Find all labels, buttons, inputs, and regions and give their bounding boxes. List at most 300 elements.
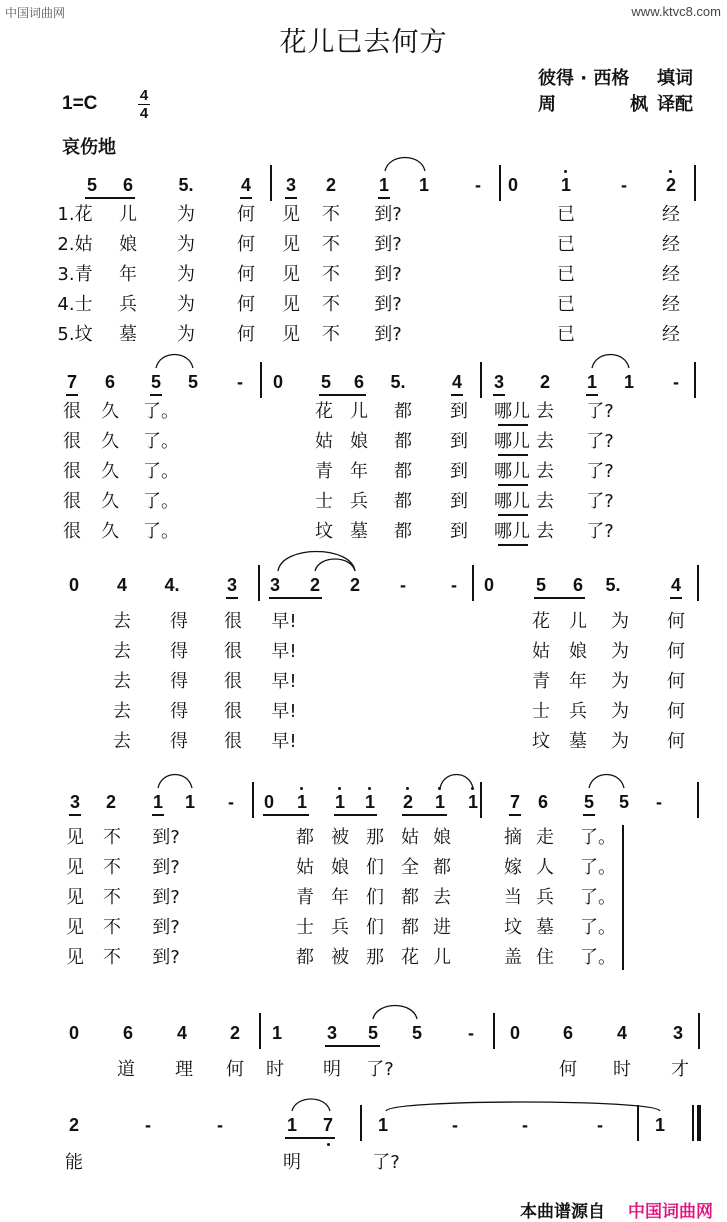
- lyric-syllable: 花: [401, 947, 419, 968]
- note: 6: [572, 575, 584, 595]
- lyric-syllable: 见: [282, 204, 300, 225]
- note: 3: [326, 1023, 338, 1043]
- key-signature: 1=C: [62, 93, 98, 114]
- lyric-syllable: 了?: [586, 521, 614, 542]
- lyric-syllable: 了?: [372, 1152, 400, 1173]
- lyric-syllable: 何: [667, 731, 685, 752]
- underline-beam: [226, 597, 238, 599]
- lyricist-name: 彼得 · 西格: [538, 68, 630, 89]
- lyric-syllable: 全: [401, 857, 419, 878]
- lyric-syllable: 得: [170, 731, 188, 752]
- lyric-syllable: 那: [366, 947, 384, 968]
- note: 6: [562, 1023, 574, 1043]
- note: 1: [184, 792, 196, 812]
- lyric-syllable: 哪儿: [494, 491, 530, 512]
- lyric-syllable: 娘: [350, 431, 368, 452]
- lyric-syllable: 去: [113, 701, 131, 722]
- lyric-syllable: 不: [103, 887, 121, 908]
- octave-dot-above: [338, 787, 341, 790]
- underline-beam: [493, 394, 505, 396]
- underline-beam: [509, 814, 521, 816]
- lyric-syllable: 青: [532, 671, 550, 692]
- note-dash: -: [597, 1115, 603, 1135]
- lyric-syllable: 花: [315, 401, 333, 422]
- lyric-syllable: 何: [237, 324, 255, 345]
- note: 7: [509, 792, 521, 812]
- note: 1: [654, 1115, 666, 1135]
- lyric-syllable: 很: [63, 521, 81, 542]
- lyric-syllable: 了。: [580, 947, 616, 968]
- translator-role: 译配: [657, 94, 693, 115]
- lyric-syllable: 不: [322, 294, 340, 315]
- lyric-underline: [498, 544, 528, 546]
- note-dash: -: [475, 175, 481, 195]
- lyric-syllable: 得: [170, 611, 188, 632]
- note: 2: [229, 1023, 241, 1043]
- underline-beam: [670, 597, 682, 599]
- lyric-syllable: 何: [237, 204, 255, 225]
- note: 5: [411, 1023, 423, 1043]
- lyric-syllable: 去: [536, 491, 554, 512]
- barline: [493, 1013, 495, 1049]
- note: 0: [507, 175, 519, 195]
- note: 4: [451, 372, 463, 392]
- lyric-syllable: 娘: [119, 234, 137, 255]
- lyric-syllable: 为: [177, 324, 195, 345]
- note-dash: -: [400, 575, 406, 595]
- lyric-syllable: 到?: [152, 857, 180, 878]
- lyric-syllable: 见: [66, 857, 84, 878]
- note: 4: [240, 175, 252, 195]
- note-dash: -: [656, 792, 662, 812]
- octave-dot-above: [438, 787, 441, 790]
- lyric-syllable: 了。: [143, 461, 179, 482]
- note: 3: [285, 175, 297, 195]
- lyric-syllable: 那: [366, 827, 384, 848]
- lyric-syllable: 为: [611, 701, 629, 722]
- lyric-syllable: 哪儿: [494, 401, 530, 422]
- lyric-underline: [498, 484, 528, 486]
- lyric-syllable: 墓: [119, 324, 137, 345]
- lyric-syllable: 年: [350, 461, 368, 482]
- lyric-syllable: 年: [331, 887, 349, 908]
- lyric-syllable: 盖: [504, 947, 522, 968]
- lyric-syllable: 久: [101, 401, 119, 422]
- lyric-syllable: 见: [66, 947, 84, 968]
- lyric-syllable: 儿: [350, 401, 368, 422]
- lyric-syllable: 久: [101, 431, 119, 452]
- lyric-syllable: 坟: [315, 521, 333, 542]
- lyric-syllable: 早!: [271, 671, 297, 692]
- note: 4: [176, 1023, 188, 1043]
- note-dash: -: [621, 175, 627, 195]
- note: 6: [537, 792, 549, 812]
- lyric-syllable: 时: [266, 1059, 284, 1080]
- barline: [697, 782, 699, 818]
- note: 5: [187, 372, 199, 392]
- octave-dot-above: [368, 787, 371, 790]
- lyric-syllable: 走: [536, 827, 554, 848]
- lyric-syllable: 娘: [331, 857, 349, 878]
- underline-beam: [586, 394, 598, 396]
- lyric-underline: [498, 514, 528, 516]
- lyric-syllable: 士: [296, 917, 314, 938]
- lyric-syllable: 兵: [536, 887, 554, 908]
- lyric-syllable: 都: [394, 431, 412, 452]
- note-dash: -: [237, 372, 243, 392]
- lyric-syllable: 3.青: [57, 264, 93, 285]
- barline: [698, 1013, 700, 1049]
- barline: [692, 1105, 694, 1141]
- note: 0: [483, 575, 495, 595]
- note: 7: [322, 1115, 334, 1135]
- lyric-syllable: 到?: [374, 204, 402, 225]
- barline: [637, 1105, 639, 1141]
- lyric-syllable: 久: [101, 491, 119, 512]
- lyric-syllable: 很: [224, 731, 242, 752]
- lyric-syllable: 很: [224, 671, 242, 692]
- note: 6: [353, 372, 365, 392]
- lyric-syllable: 见: [282, 264, 300, 285]
- octave-dot-above: [300, 787, 303, 790]
- time-signature: [138, 88, 150, 121]
- lyric-syllable: 了。: [143, 491, 179, 512]
- octave-dot-above: [406, 787, 409, 790]
- note: 1: [377, 1115, 389, 1135]
- lyric-syllable: 很: [224, 611, 242, 632]
- note: 5: [320, 372, 332, 392]
- lyric-syllable: 去: [536, 401, 554, 422]
- slur: [386, 1102, 660, 1111]
- note: 0: [68, 575, 80, 595]
- lyricist-role: 填词: [657, 68, 693, 89]
- lyric-syllable: 人: [536, 857, 554, 878]
- lyric-syllable: 当: [504, 887, 522, 908]
- underline-beam: [451, 394, 463, 396]
- note: 4: [616, 1023, 628, 1043]
- note: 0: [68, 1023, 80, 1043]
- lyric-syllable: 何: [667, 611, 685, 632]
- lyric-syllable: 哪儿: [494, 431, 530, 452]
- lyric-syllable: 不: [322, 234, 340, 255]
- barline: [472, 565, 474, 601]
- barline: [697, 565, 699, 601]
- underline-beam: [319, 394, 366, 396]
- lyric-syllable: 被: [331, 947, 349, 968]
- underline-beam: [325, 1045, 380, 1047]
- underline-beam: [69, 814, 81, 816]
- lyric-syllable: 墓: [350, 521, 368, 542]
- note: 0: [263, 792, 275, 812]
- note: 1: [623, 372, 635, 392]
- lyric-syllable: 儿: [119, 204, 137, 225]
- lyric-syllable: 哪儿: [494, 461, 530, 482]
- octave-dot-above: [471, 787, 474, 790]
- lyric-syllable: 很: [224, 641, 242, 662]
- lyric-syllable: 摘: [504, 827, 522, 848]
- lyric-syllable: 儿: [569, 611, 587, 632]
- underline-beam: [334, 814, 377, 816]
- lyric-syllable: 去: [113, 641, 131, 662]
- note-dash: -: [451, 575, 457, 595]
- lyric-syllable: 都: [394, 491, 412, 512]
- note: 6: [122, 1023, 134, 1043]
- lyric-syllable: 得: [170, 701, 188, 722]
- slur: [156, 355, 193, 369]
- lyric-syllable: 为: [177, 264, 195, 285]
- underline-beam: [402, 814, 447, 816]
- lyric-syllable: 到?: [374, 234, 402, 255]
- lyric-syllable: 何: [237, 264, 255, 285]
- lyric-syllable: 不: [103, 857, 121, 878]
- lyric-syllable: 都: [401, 917, 419, 938]
- song-title: 花儿已去何方: [279, 27, 448, 58]
- lyric-syllable: 们: [366, 857, 384, 878]
- octave-dot-below: [327, 1143, 330, 1146]
- source-site: 中国词曲网: [628, 1202, 713, 1222]
- lyric-syllable: 都: [433, 857, 451, 878]
- lyric-syllable: 经: [662, 234, 680, 255]
- lyric-bracket-line: [622, 825, 624, 970]
- lyric-syllable: 到: [450, 491, 468, 512]
- underline-beam: [285, 1137, 335, 1139]
- barline: [360, 1105, 362, 1141]
- note: 2: [309, 575, 321, 595]
- underline-beam: [534, 597, 585, 599]
- lyric-syllable: 去: [536, 431, 554, 452]
- lyric-syllable: 很: [63, 491, 81, 512]
- note: 3: [69, 792, 81, 812]
- note-dash: -: [217, 1115, 223, 1135]
- lyric-syllable: 已: [557, 294, 575, 315]
- note: 0: [509, 1023, 521, 1043]
- note-dash: -: [228, 792, 234, 812]
- note-dash: -: [452, 1115, 458, 1135]
- barline: [480, 782, 482, 818]
- translator-name-2: 枫: [630, 94, 648, 115]
- note: 2: [402, 792, 414, 812]
- barline: [499, 165, 501, 201]
- note: 1: [334, 792, 346, 812]
- note: 1: [296, 792, 308, 812]
- lyric-syllable: 2.姑: [57, 234, 93, 255]
- lyric-syllable: 都: [394, 521, 412, 542]
- note: 5: [367, 1023, 379, 1043]
- note: 4.: [164, 575, 180, 595]
- lyric-syllable: 才: [671, 1059, 689, 1080]
- lyric-syllable: 到?: [374, 294, 402, 315]
- lyric-syllable: 坟: [532, 731, 550, 752]
- lyric-syllable: 士: [315, 491, 333, 512]
- slur: [315, 559, 355, 571]
- note-dash: -: [673, 372, 679, 392]
- lyric-syllable: 去: [113, 731, 131, 752]
- note: 5.: [605, 575, 621, 595]
- lyric-syllable: 何: [237, 234, 255, 255]
- lyric-syllable: 能: [65, 1152, 83, 1173]
- barline: [252, 782, 254, 818]
- lyric-syllable: 去: [113, 611, 131, 632]
- lyric-syllable: 兵: [331, 917, 349, 938]
- lyric-syllable: 哪儿: [494, 521, 530, 542]
- octave-dot-above: [669, 170, 672, 173]
- lyric-syllable: 为: [177, 294, 195, 315]
- note: 1: [418, 175, 430, 195]
- lyric-syllable: 们: [366, 917, 384, 938]
- translator-name: 周: [538, 94, 556, 115]
- underline-beam: [378, 197, 390, 199]
- lyric-syllable: 姑: [296, 857, 314, 878]
- note: 1: [467, 792, 479, 812]
- note: 7: [66, 372, 78, 392]
- note: 2: [325, 175, 337, 195]
- site-url: www.ktvc8.com: [631, 4, 721, 19]
- note: 4: [670, 575, 682, 595]
- lyric-syllable: 久: [101, 521, 119, 542]
- note: 5: [583, 792, 595, 812]
- lyric-syllable: 了?: [366, 1059, 394, 1080]
- lyric-syllable: 很: [63, 401, 81, 422]
- lyric-syllable: 为: [177, 234, 195, 255]
- time-sig-bottom: 4: [139, 105, 149, 122]
- slur: [440, 775, 473, 789]
- underline-beam: [240, 197, 252, 199]
- lyric-syllable: 很: [63, 431, 81, 452]
- lyric-syllable: 经: [662, 324, 680, 345]
- underline-beam: [150, 394, 162, 396]
- lyric-syllable: 了?: [586, 461, 614, 482]
- lyric-syllable: 5.坟: [57, 324, 93, 345]
- note: 1: [560, 175, 572, 195]
- note-dash: -: [522, 1115, 528, 1135]
- note: 5.: [390, 372, 406, 392]
- slur: [158, 775, 192, 789]
- lyric-underline: [498, 454, 528, 456]
- lyric-syllable: 到: [450, 431, 468, 452]
- lyric-syllable: 姑: [315, 431, 333, 452]
- lyric-syllable: 住: [536, 947, 554, 968]
- lyric-syllable: 了。: [580, 827, 616, 848]
- lyric-syllable: 很: [224, 701, 242, 722]
- barline: [694, 362, 696, 398]
- lyric-syllable: 得: [170, 671, 188, 692]
- tempo-marking: 哀伤地: [62, 137, 116, 158]
- lyric-syllable: 1.花: [57, 204, 93, 225]
- lyric-syllable: 不: [103, 947, 121, 968]
- note: 5: [535, 575, 547, 595]
- slur: [592, 355, 629, 369]
- lyric-syllable: 了。: [580, 887, 616, 908]
- lyric-syllable: 墓: [569, 731, 587, 752]
- lyric-syllable: 到: [450, 521, 468, 542]
- lyric-syllable: 为: [611, 671, 629, 692]
- lyric-syllable: 嫁: [504, 857, 522, 878]
- lyric-syllable: 经: [662, 204, 680, 225]
- lyric-syllable: 为: [611, 641, 629, 662]
- lyric-syllable: 到?: [152, 887, 180, 908]
- lyric-syllable: 见: [282, 294, 300, 315]
- lyric-syllable: 了。: [143, 521, 179, 542]
- lyric-syllable: 不: [322, 204, 340, 225]
- lyric-syllable: 到?: [374, 264, 402, 285]
- slur: [292, 1099, 330, 1111]
- lyric-syllable: 都: [296, 947, 314, 968]
- lyric-syllable: 姑: [401, 827, 419, 848]
- lyric-syllable: 经: [662, 264, 680, 285]
- lyric-syllable: 了。: [143, 431, 179, 452]
- slur: [589, 775, 624, 789]
- lyric-syllable: 为: [177, 204, 195, 225]
- note: 3: [672, 1023, 684, 1043]
- underline-beam: [285, 197, 297, 199]
- lyric-syllable: 花: [532, 611, 550, 632]
- note: 3: [226, 575, 238, 595]
- lyric-syllable: 时: [613, 1059, 631, 1080]
- note: 1: [286, 1115, 298, 1135]
- note: 1: [434, 792, 446, 812]
- lyric-syllable: 了。: [580, 857, 616, 878]
- lyric-underline: [498, 424, 528, 426]
- lyric-syllable: 见: [282, 234, 300, 255]
- lyric-syllable: 儿: [433, 947, 451, 968]
- time-sig-top: 4: [139, 87, 149, 104]
- note-dash: -: [468, 1023, 474, 1043]
- barline: [694, 165, 696, 201]
- final-barline: [697, 1105, 701, 1141]
- lyric-syllable: 见: [66, 917, 84, 938]
- lyric-syllable: 早!: [271, 611, 297, 632]
- lyric-syllable: 都: [394, 401, 412, 422]
- lyric-syllable: 明: [283, 1152, 301, 1173]
- underline-beam: [583, 814, 595, 816]
- lyric-syllable: 都: [401, 887, 419, 908]
- lyric-syllable: 去: [536, 461, 554, 482]
- lyric-syllable: 兵: [569, 701, 587, 722]
- note: 2: [68, 1115, 80, 1135]
- lyric-syllable: 了?: [586, 431, 614, 452]
- lyric-syllable: 青: [315, 461, 333, 482]
- lyric-syllable: 久: [101, 461, 119, 482]
- lyric-syllable: 已: [557, 264, 575, 285]
- underline-beam: [263, 814, 309, 816]
- lyric-syllable: 见: [66, 827, 84, 848]
- note: 2: [105, 792, 117, 812]
- lyric-syllable: 姑: [532, 641, 550, 662]
- lyric-syllable: 兵: [119, 294, 137, 315]
- lyric-syllable: 何: [237, 294, 255, 315]
- lyric-syllable: 到?: [374, 324, 402, 345]
- lyric-syllable: 何: [559, 1059, 577, 1080]
- octave-dot-above: [564, 170, 567, 173]
- lyric-syllable: 很: [63, 461, 81, 482]
- lyric-syllable: 娘: [433, 827, 451, 848]
- lyric-syllable: 到?: [152, 827, 180, 848]
- underline-beam: [269, 597, 322, 599]
- lyric-syllable: 为: [611, 611, 629, 632]
- lyric-syllable: 4.士: [57, 294, 93, 315]
- lyric-syllable: 不: [322, 264, 340, 285]
- note: 1: [271, 1023, 283, 1043]
- lyric-syllable: 年: [119, 264, 137, 285]
- lyric-syllable: 去: [113, 671, 131, 692]
- lyric-syllable: 都: [394, 461, 412, 482]
- lyric-syllable: 已: [557, 204, 575, 225]
- underline-beam: [85, 197, 135, 199]
- lyric-syllable: 理: [175, 1059, 193, 1080]
- note: 2: [539, 372, 551, 392]
- slur: [385, 158, 425, 172]
- underline-beam: [66, 394, 78, 396]
